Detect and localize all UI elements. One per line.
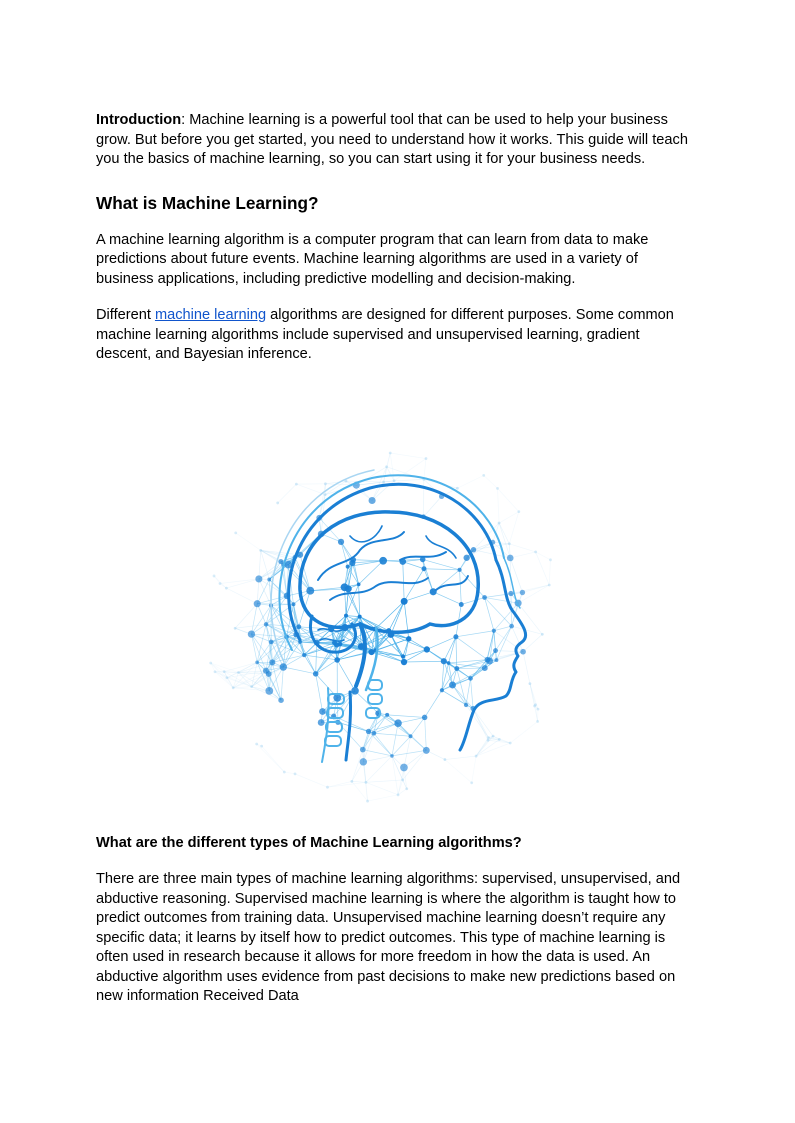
network-edge — [473, 709, 488, 738]
network-node — [482, 595, 487, 600]
network-node — [549, 558, 552, 561]
network-node — [449, 682, 456, 689]
network-node — [423, 747, 430, 754]
network-edge — [295, 774, 327, 787]
network-node — [283, 771, 286, 774]
network-node — [358, 615, 362, 619]
network-node — [482, 665, 488, 671]
network-node — [385, 465, 388, 468]
network-edge — [425, 717, 427, 750]
network-edge — [536, 552, 550, 585]
network-edge — [257, 596, 287, 604]
network-edge — [375, 601, 404, 628]
paragraph-ml-types: There are three main types of machine learning algorithms: supervised, unsupervised, and abductive reasoning. Supervised machine learning is where the algorithm is taught how to predict outcomes from training data. Unsupervised machine learning doesn’t require any specific data; it learns by itself how to predict outcomes. This type of machine learning is often used in research because it allows for more freedom in how the data is used. An abductive algorithm uses evidence from past decisions to make new predictions based on new information Received Data — [96, 871, 681, 1004]
network-edge — [394, 479, 424, 480]
network-edge — [236, 533, 261, 551]
network-node — [366, 729, 371, 734]
network-node — [334, 657, 340, 663]
section-heading-ml-types: What are the different types of Machine Learning algorithms? — [96, 835, 522, 851]
network-edge — [284, 772, 295, 774]
network-node — [248, 630, 255, 637]
network-edge — [509, 544, 535, 552]
network-edge — [392, 750, 426, 756]
network-node — [267, 578, 271, 582]
network-edge — [296, 484, 325, 495]
network-node — [291, 602, 295, 606]
network-node — [493, 648, 498, 653]
network-node — [454, 666, 459, 671]
network-node — [456, 487, 459, 490]
network-edge — [498, 488, 500, 523]
network-node — [401, 654, 405, 658]
network-edge — [359, 584, 360, 616]
network-edge — [366, 756, 392, 782]
network-node — [265, 687, 273, 695]
paragraph-ml-definition: A machine learning algorithm is a computer program that can learn from data to make predictions about future events. Machine learning algorithms are used in a variety of business applications, including predictive modelling and decision-making. — [96, 231, 649, 287]
network-node — [464, 703, 468, 707]
network-edge — [390, 453, 426, 459]
network-node — [405, 787, 408, 790]
network-edge — [215, 672, 233, 688]
network-edge — [281, 667, 283, 700]
brain-network-graphic — [200, 440, 572, 812]
network-edge — [498, 488, 519, 511]
network-node — [385, 713, 389, 717]
network-edge — [425, 690, 442, 717]
network-node — [382, 481, 385, 484]
network-node — [294, 772, 297, 775]
network-edge — [226, 588, 257, 604]
network-edge — [549, 560, 550, 585]
network-node — [400, 764, 408, 772]
network-node — [344, 614, 348, 618]
section-heading-what-is-ml: What is Machine Learning? — [96, 192, 319, 213]
network-node — [487, 736, 490, 739]
network-edge — [476, 739, 499, 756]
network-edge — [257, 744, 285, 772]
network-edge — [457, 475, 483, 488]
network-node — [463, 555, 469, 561]
network-node — [492, 629, 496, 633]
network-edge — [215, 672, 238, 673]
network-node — [209, 662, 212, 665]
network-edge — [510, 721, 537, 743]
network-node — [326, 786, 329, 789]
network-node — [529, 682, 532, 685]
network-edge — [445, 756, 476, 759]
network-edge — [391, 601, 404, 634]
network-node — [390, 754, 394, 758]
network-node — [421, 566, 426, 571]
network-node — [302, 653, 306, 657]
network-edge — [353, 560, 383, 561]
network-edge — [262, 746, 285, 772]
network-node — [223, 670, 226, 673]
network-node — [255, 575, 262, 582]
network-edge — [461, 597, 484, 604]
network-node — [443, 758, 446, 761]
network-node — [225, 587, 228, 590]
network-edge — [368, 795, 399, 801]
network-edge — [484, 475, 498, 488]
network-node — [496, 487, 499, 490]
network-edge — [404, 569, 424, 602]
network-edge — [476, 738, 488, 756]
network-edge — [423, 559, 433, 591]
network-node — [226, 676, 229, 679]
network-node — [357, 583, 361, 587]
network-node — [440, 688, 444, 692]
network-node — [350, 780, 353, 783]
network-node — [537, 708, 540, 711]
network-edge — [433, 592, 461, 605]
network-node — [254, 600, 261, 607]
network-node — [379, 557, 387, 565]
network-node — [401, 779, 404, 782]
paragraph-ml-purposes — [96, 306, 698, 365]
network-edge — [372, 467, 387, 501]
network-node — [401, 659, 407, 665]
network-node — [278, 559, 283, 564]
network-node — [458, 568, 462, 572]
network-edge — [271, 642, 304, 655]
network-node — [485, 657, 491, 663]
network-node — [324, 493, 327, 496]
network-edge — [214, 576, 220, 584]
network-node — [276, 502, 279, 505]
network-node — [509, 624, 514, 629]
network-edge — [269, 674, 281, 700]
network-edge — [392, 756, 398, 795]
network-edge — [403, 562, 404, 602]
network-node — [266, 671, 272, 677]
network-node — [213, 575, 216, 578]
network-edge — [404, 649, 427, 662]
network-edge — [442, 690, 466, 705]
network-edge — [460, 570, 462, 605]
network-node — [425, 457, 428, 460]
network-edge — [391, 635, 403, 657]
network-node — [264, 622, 268, 626]
network-edge — [427, 637, 456, 650]
network-node — [269, 659, 275, 665]
network-node — [366, 800, 369, 803]
network-node — [471, 547, 476, 552]
network-node — [269, 640, 274, 645]
network-node — [219, 582, 222, 585]
network-node — [459, 602, 464, 607]
network-node — [296, 624, 301, 629]
network-edge — [512, 626, 543, 634]
network-edge — [424, 459, 426, 480]
network-edge — [472, 756, 476, 783]
network-node — [541, 633, 544, 636]
network-edge — [522, 585, 549, 592]
network-edge — [316, 660, 337, 674]
network-edge — [352, 781, 368, 801]
network-node — [394, 719, 402, 727]
network-node — [520, 649, 526, 655]
network-node — [397, 793, 400, 796]
network-node — [237, 671, 240, 674]
intro-label: Introduction — [96, 112, 182, 128]
network-edge — [327, 782, 365, 787]
network-edge — [499, 523, 509, 544]
network-node — [232, 686, 235, 689]
network-edge — [387, 453, 391, 467]
network-node — [369, 649, 375, 655]
network-node — [509, 742, 512, 745]
network-node — [255, 743, 258, 746]
network-node — [401, 598, 408, 605]
network-node — [280, 663, 287, 670]
network-edge — [460, 570, 485, 598]
network-edge — [341, 542, 353, 560]
network-node — [278, 697, 284, 703]
network-edge — [224, 662, 257, 671]
network-edge — [510, 558, 522, 593]
network-edge — [494, 631, 496, 651]
intro-text: : Machine learning is a powerful tool that can be used to help your business grow. But before you get started, you need to understand how it works. This guide will teach you the basics of machine learning, so you can start using it for your business needs. — [96, 112, 688, 167]
network-edge — [345, 587, 347, 615]
network-edge — [283, 667, 315, 674]
network-node — [369, 497, 376, 504]
network-node — [313, 671, 318, 676]
network-edge — [471, 678, 474, 708]
network-node — [295, 483, 298, 486]
network-node — [482, 474, 485, 477]
network-node — [234, 531, 237, 534]
network-node — [534, 551, 537, 554]
network-edge — [403, 562, 424, 569]
network-node — [487, 739, 490, 742]
network-edge — [392, 723, 398, 756]
network-node — [334, 643, 339, 648]
network-edge — [235, 604, 257, 629]
network-node — [259, 549, 262, 552]
network-edge — [259, 550, 261, 579]
network-edge — [387, 715, 424, 718]
network-edge — [485, 597, 519, 603]
network-node — [495, 658, 499, 662]
network-edge — [316, 674, 323, 712]
network-edge — [366, 780, 403, 782]
network-node — [536, 720, 539, 723]
network-node — [406, 636, 411, 641]
network-node — [422, 715, 427, 720]
network-node — [338, 539, 344, 545]
intro-paragraph — [96, 111, 698, 170]
network-node — [318, 719, 325, 726]
network-edge — [473, 709, 493, 737]
network-node — [364, 781, 367, 784]
network-node — [548, 584, 551, 587]
network-edge — [456, 637, 487, 660]
network-node — [508, 591, 513, 596]
network-node — [507, 555, 514, 562]
network-node — [508, 542, 511, 545]
network-edge — [453, 685, 474, 709]
machine-learning-link[interactable]: machine learning — [154, 307, 267, 323]
network-node — [492, 735, 495, 738]
network-node — [409, 734, 413, 738]
network-node — [234, 627, 237, 630]
network-node — [360, 747, 366, 753]
network-edge — [366, 782, 398, 795]
network-node — [341, 583, 349, 591]
network-edge — [389, 601, 404, 630]
network-edge — [257, 579, 259, 604]
network-edge — [404, 661, 444, 662]
network-edge — [424, 496, 442, 516]
network-node — [424, 646, 430, 652]
network-edge — [278, 484, 297, 503]
network-edge — [456, 631, 494, 637]
network-node — [447, 661, 451, 665]
network-edge — [257, 579, 269, 603]
network-edge — [363, 733, 374, 762]
network-node — [214, 670, 217, 673]
network-node — [360, 758, 367, 765]
network-mesh — [209, 452, 552, 803]
network-node — [393, 479, 396, 482]
network-node — [534, 703, 537, 706]
network-edge — [510, 552, 535, 558]
network-edge — [374, 733, 411, 736]
network-node — [441, 658, 447, 664]
network-edge — [363, 756, 392, 762]
network-node — [346, 565, 350, 569]
network-node — [324, 482, 327, 485]
network-edge — [316, 643, 317, 674]
network-node — [517, 510, 520, 513]
network-node — [468, 676, 473, 681]
network-edge — [369, 731, 392, 755]
network-node — [250, 685, 253, 688]
network-node — [520, 590, 525, 595]
network-edge — [523, 652, 530, 684]
ai-brain-head-illustration — [200, 440, 572, 812]
network-node — [306, 587, 314, 595]
network-edge — [496, 651, 524, 652]
network-node — [319, 708, 326, 715]
network-edge — [536, 552, 551, 560]
network-edge — [424, 569, 460, 570]
network-node — [453, 634, 458, 639]
paragraph-text: Different — [96, 307, 155, 323]
network-edge — [518, 603, 542, 634]
network-edge — [404, 592, 433, 602]
network-edge — [453, 685, 467, 705]
network-node — [475, 755, 478, 758]
network-node — [498, 522, 501, 525]
network-edge — [300, 642, 316, 674]
network-edge — [445, 760, 472, 783]
document-body — [96, 111, 698, 365]
network-edge — [466, 678, 470, 705]
network-edge — [352, 781, 366, 782]
network-edge — [423, 559, 460, 569]
network-edge — [346, 481, 384, 482]
network-edge — [226, 579, 258, 588]
network-node — [260, 745, 263, 748]
network-node — [389, 452, 392, 455]
network-node — [470, 781, 473, 784]
network-node — [351, 687, 359, 695]
network-edge — [337, 660, 355, 691]
network-node — [498, 738, 501, 741]
paragraph-text: algorithms are designed for different purposes. Some common machine learning algorithms include supervised and unsupervised learning, gradient descent, and Bayesian inference. — [96, 307, 674, 362]
network-node — [255, 661, 259, 665]
network-edge — [530, 684, 536, 705]
network-edge — [220, 579, 259, 584]
network-node — [371, 731, 376, 736]
